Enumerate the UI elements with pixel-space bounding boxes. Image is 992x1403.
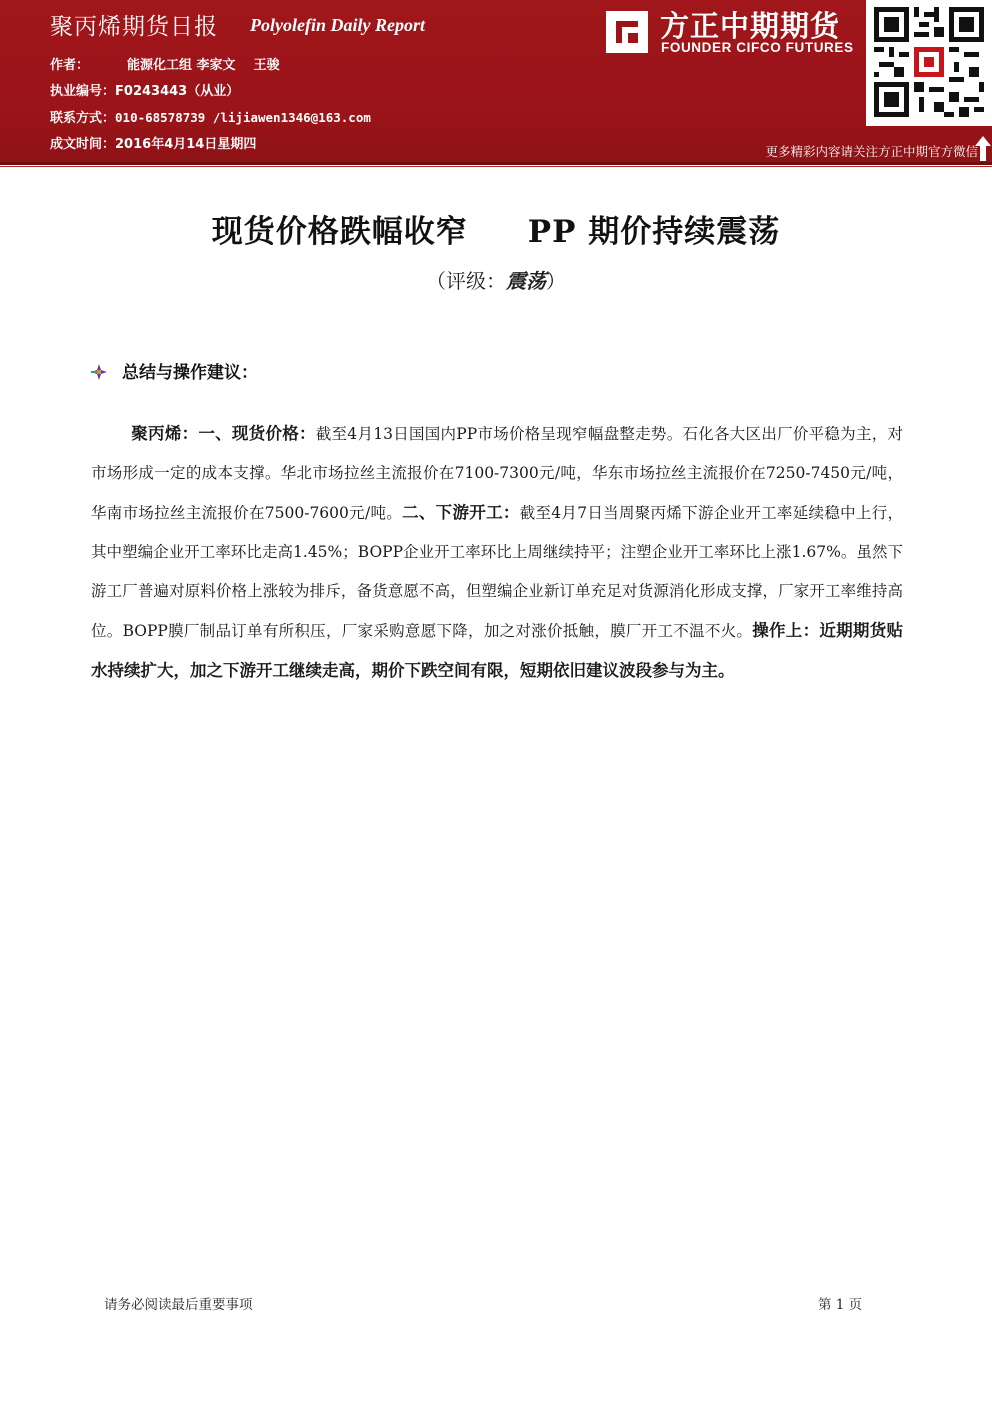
date-row bbox=[50, 133, 256, 152]
page-number: 第 1 页 bbox=[818, 1297, 863, 1313]
qr-code-icon[interactable] bbox=[866, 0, 992, 126]
section-heading bbox=[90, 358, 258, 383]
contact-value[interactable]: 010-68578739 /lijiawen1346@163.com bbox=[115, 110, 371, 125]
rating-prefix: （评级： bbox=[426, 269, 506, 293]
company-name-en: FOUNDER CIFCO FUTURES bbox=[661, 40, 854, 55]
rating-suffix: ） bbox=[546, 269, 566, 293]
downstream-text: 截至4月7日当周聚丙烯下游企业开工率延续稳中上行，其中塑编企业开工率环比走高1.45%；BOPP企业开工率环比上周继续持平；注塑企业开工率环比上涨1.67%。虽然下游工厂普遍对原料价格上涨较为排斥，备货意愿不高，但塑编企业新订单充足对货源消化形成支撑，厂家开工率维持高位。BOPP膜厂制品订单有所积压，厂家采购意愿下降，加之对涨价抵触，膜厂开工不温不火。 bbox=[91, 504, 903, 640]
header-divider-thin bbox=[0, 166, 992, 167]
company-name-zh: 方正中期期货 bbox=[660, 9, 841, 43]
rating-value: 震荡 bbox=[506, 269, 546, 293]
report-title-zh: 聚丙烯期货日报 bbox=[50, 14, 218, 40]
author-label: 作者： bbox=[50, 58, 90, 73]
report-title-en: Polyolefin Daily Report bbox=[250, 15, 425, 35]
header-divider bbox=[0, 162, 992, 165]
report-rating bbox=[0, 265, 992, 294]
bullet-diamond-icon bbox=[90, 363, 108, 381]
qr-code-pattern bbox=[874, 6, 984, 118]
contact-label: 联系方式： bbox=[50, 111, 116, 126]
section-title: 总结与操作建议： bbox=[122, 363, 258, 383]
summary-paragraph bbox=[91, 414, 903, 691]
downstream-label: 二、下游开工： bbox=[402, 503, 520, 522]
footer-notice: 请务必阅读最后重要事项 bbox=[104, 1297, 253, 1313]
contact-row bbox=[50, 107, 371, 126]
author-value: 能源化工组 李家文 王骏 bbox=[127, 58, 280, 73]
founder-logo-icon bbox=[604, 9, 650, 55]
date-value: 2016年4月14日星期四 bbox=[115, 137, 257, 152]
license-value: F0243443（从业） bbox=[115, 84, 240, 99]
author-row bbox=[50, 54, 280, 73]
report-header-banner bbox=[0, 0, 992, 162]
operation-advice: 操作上：近期期货贴水持续扩大，加之下游开工继续走高，期价下跌空间有限，短期依旧建议波段参与为主。 bbox=[91, 621, 904, 680]
headline-right: PP 期价持续震荡 bbox=[527, 214, 781, 250]
license-row bbox=[50, 80, 239, 99]
up-arrow-icon bbox=[974, 134, 992, 162]
spot-price-text: 截至4月13日国国内PP市场价格呈现窄幅盘整走势。石化各大区出厂价平稳为主，对市场形成一定的成本支撑。华北市场拉丝主流报价在7100-7300元/吨，华东市场拉丝主流报价在7250-7450元/吨，华南市场拉丝主流报价在7500-7600元/吨。 bbox=[91, 425, 903, 522]
date-label: 成文时间： bbox=[50, 137, 116, 152]
follow-wechat-text: 更多精彩内容请关注方正中期官方微信 bbox=[765, 144, 978, 159]
headline-left: 现货价格跌幅收窄 bbox=[211, 214, 468, 250]
lead-label: 聚丙烯：一、现货价格： bbox=[131, 424, 316, 443]
report-headline bbox=[0, 206, 992, 251]
license-label: 执业编号： bbox=[50, 84, 116, 99]
